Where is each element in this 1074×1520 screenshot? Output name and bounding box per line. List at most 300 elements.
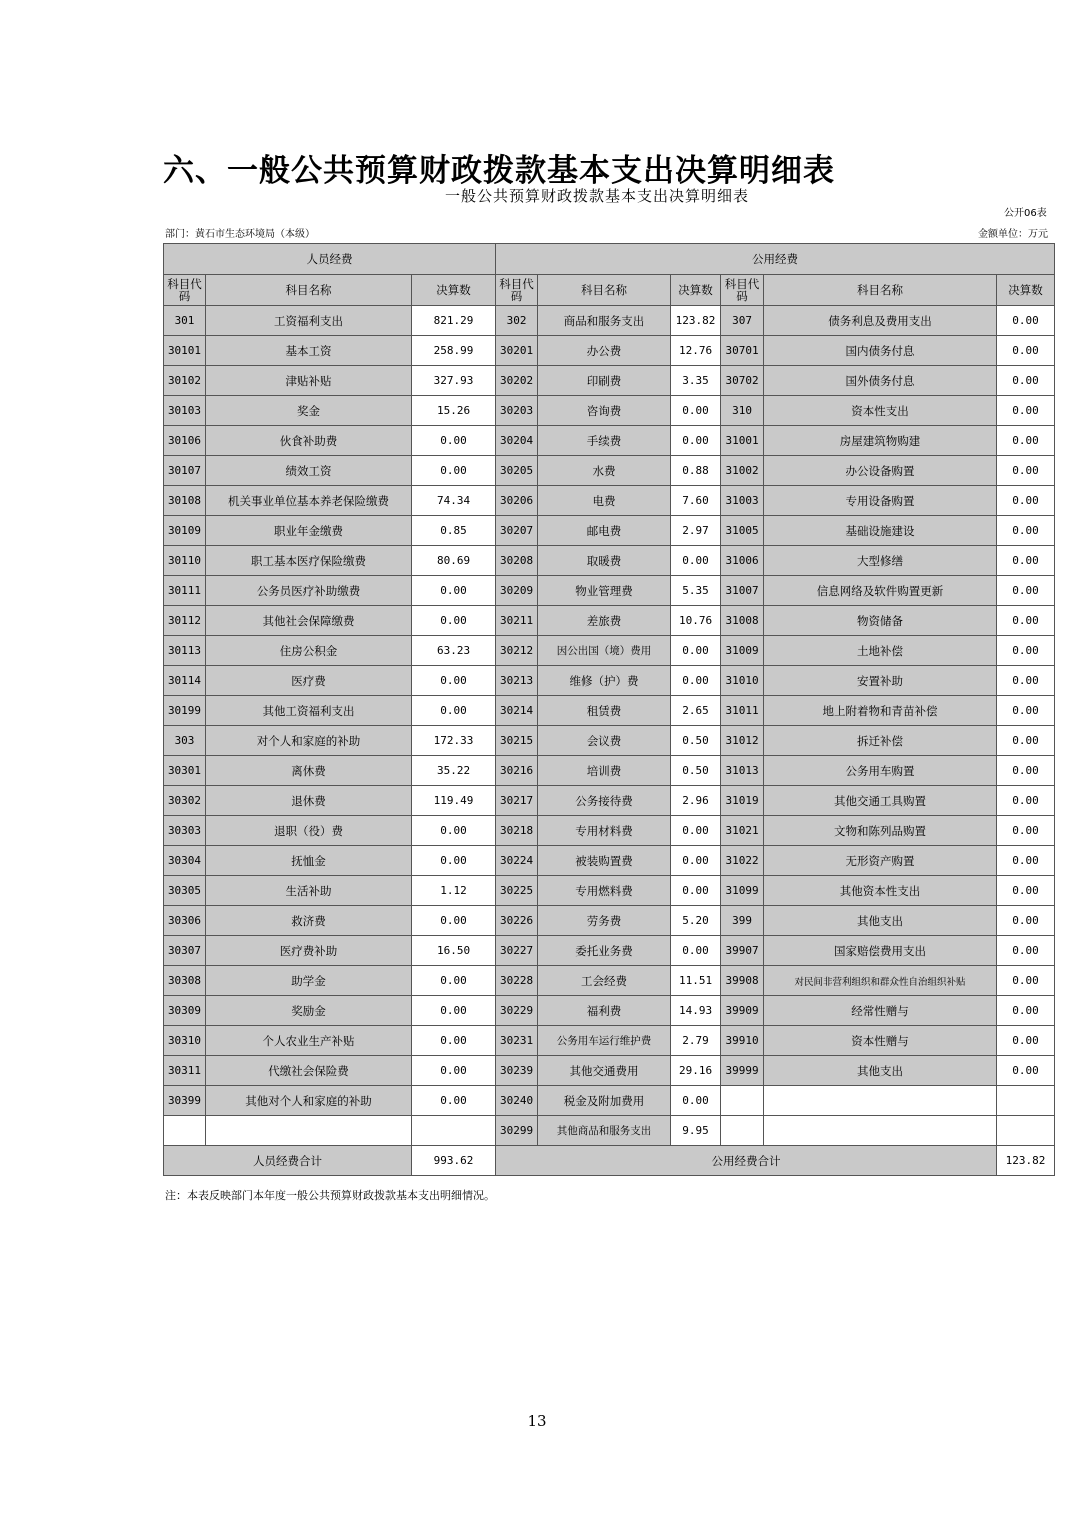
cell-code: 30199 xyxy=(164,696,206,726)
col-header-name: 科目名称 xyxy=(538,275,671,306)
cell-code: 30307 xyxy=(164,936,206,966)
cell-name: 税金及附加费用 xyxy=(538,1086,671,1116)
cell-amount: 0.00 xyxy=(671,846,721,876)
cell-code: 30399 xyxy=(164,1086,206,1116)
total-personnel-label: 人员经费合计 xyxy=(164,1146,412,1176)
cell-amount: 2.97 xyxy=(671,516,721,546)
cell-amount: 11.51 xyxy=(671,966,721,996)
table-row xyxy=(164,726,1055,756)
cell-code: 31012 xyxy=(721,726,764,756)
col-header-code: 科目代码 xyxy=(164,275,206,306)
cell-amount xyxy=(412,1116,496,1146)
cell-name: 其他对个人和家庭的补助 xyxy=(206,1086,412,1116)
cell-amount: 0.00 xyxy=(997,726,1055,756)
cell-amount: 258.99 xyxy=(412,336,496,366)
cell-amount: 0.00 xyxy=(412,816,496,846)
cell-name: 生活补助 xyxy=(206,876,412,906)
cell-name: 会议费 xyxy=(538,726,671,756)
cell-name: 土地补偿 xyxy=(764,636,997,666)
cell-code: 31010 xyxy=(721,666,764,696)
table-row xyxy=(164,936,1055,966)
cell-name: 其他资本性支出 xyxy=(764,876,997,906)
cell-amount: 5.35 xyxy=(671,576,721,606)
cell-amount: 2.96 xyxy=(671,786,721,816)
cell-name: 基本工资 xyxy=(206,336,412,366)
table-row xyxy=(164,636,1055,666)
cell-name: 委托业务费 xyxy=(538,936,671,966)
cell-name: 机关事业单位基本养老保险缴费 xyxy=(206,486,412,516)
cell-amount: 0.00 xyxy=(671,636,721,666)
cell-amount: 0.00 xyxy=(997,696,1055,726)
table-row xyxy=(164,846,1055,876)
table-row xyxy=(164,816,1055,846)
cell-code: 31009 xyxy=(721,636,764,666)
cell-code: 30702 xyxy=(721,366,764,396)
table-row xyxy=(164,606,1055,636)
cell-name: 信息网络及软件购置更新 xyxy=(764,576,997,606)
cell-code: 31011 xyxy=(721,696,764,726)
cell-name: 资本性赠与 xyxy=(764,1026,997,1056)
cell-code: 39910 xyxy=(721,1026,764,1056)
cell-name: 工会经费 xyxy=(538,966,671,996)
cell-name: 医疗费 xyxy=(206,666,412,696)
cell-amount: 0.00 xyxy=(997,996,1055,1026)
cell-amount: 0.00 xyxy=(412,1056,496,1086)
cell-code: 30205 xyxy=(496,456,538,486)
cell-amount: 0.00 xyxy=(412,996,496,1026)
cell-code: 30107 xyxy=(164,456,206,486)
cell-code: 30111 xyxy=(164,576,206,606)
cell-code: 30214 xyxy=(496,696,538,726)
cell-amount: 3.35 xyxy=(671,366,721,396)
cell-name: 其他支出 xyxy=(764,1056,997,1086)
cell-amount: 35.22 xyxy=(412,756,496,786)
cell-name: 办公费 xyxy=(538,336,671,366)
cell-amount: 0.50 xyxy=(671,726,721,756)
cell-amount: 172.33 xyxy=(412,726,496,756)
cell-code: 302 xyxy=(496,306,538,336)
cell-name xyxy=(764,1116,997,1146)
cell-name: 资本性支出 xyxy=(764,396,997,426)
cell-name: 无形资产购置 xyxy=(764,846,997,876)
cell-name: 房屋建筑物购建 xyxy=(764,426,997,456)
cell-amount: 0.00 xyxy=(671,1086,721,1116)
cell-name: 文物和陈列品购置 xyxy=(764,816,997,846)
cell-amount: 0.00 xyxy=(412,846,496,876)
cell-code xyxy=(164,1116,206,1146)
cell-amount: 0.00 xyxy=(997,576,1055,606)
cell-name: 租赁费 xyxy=(538,696,671,726)
cell-name: 对民间非营利组织和群众性自治组织补贴 xyxy=(764,966,997,996)
form-code: 公开06表 xyxy=(1004,208,1047,219)
cell-code: 30299 xyxy=(496,1116,538,1146)
cell-name: 咨询费 xyxy=(538,396,671,426)
cell-amount: 0.00 xyxy=(671,426,721,456)
cell-code: 30109 xyxy=(164,516,206,546)
table-row xyxy=(164,1026,1055,1056)
cell-amount: 15.26 xyxy=(412,396,496,426)
cell-name: 物业管理费 xyxy=(538,576,671,606)
cell-code: 30231 xyxy=(496,1026,538,1056)
cell-amount: 16.50 xyxy=(412,936,496,966)
cell-name: 救济费 xyxy=(206,906,412,936)
cell-code: 31003 xyxy=(721,486,764,516)
cell-amount: 0.88 xyxy=(671,456,721,486)
cell-name: 其他交通工具购置 xyxy=(764,786,997,816)
cell-code: 30304 xyxy=(164,846,206,876)
cell-amount: 0.00 xyxy=(412,966,496,996)
col-header-code: 科目代码 xyxy=(496,275,538,306)
cell-amount: 0.00 xyxy=(997,1026,1055,1056)
table-row xyxy=(164,306,1055,336)
cell-amount: 0.00 xyxy=(412,606,496,636)
cell-amount: 5.20 xyxy=(671,906,721,936)
table-subtitle: 一般公共预算财政拨款基本支出决算明细表 xyxy=(445,187,750,205)
cell-code: 39907 xyxy=(721,936,764,966)
cell-amount: 0.00 xyxy=(412,1026,496,1056)
cell-amount: 0.00 xyxy=(671,396,721,426)
cell-code: 31013 xyxy=(721,756,764,786)
cell-name: 工资福利支出 xyxy=(206,306,412,336)
cell-code: 303 xyxy=(164,726,206,756)
cell-name: 地上附着物和青苗补偿 xyxy=(764,696,997,726)
cell-code: 30212 xyxy=(496,636,538,666)
cell-amount: 119.49 xyxy=(412,786,496,816)
footnote: 注：本表反映部门本年度一般公共预算财政拨款基本支出明细情况。 xyxy=(165,1189,495,1202)
cell-amount: 29.16 xyxy=(671,1056,721,1086)
cell-name: 医疗费补助 xyxy=(206,936,412,966)
cell-name: 离休费 xyxy=(206,756,412,786)
cell-name: 职工基本医疗保险缴费 xyxy=(206,546,412,576)
cell-amount: 0.00 xyxy=(671,816,721,846)
table-row xyxy=(164,426,1055,456)
cell-code: 30114 xyxy=(164,666,206,696)
table-row xyxy=(164,516,1055,546)
cell-code: 39908 xyxy=(721,966,764,996)
cell-code: 30227 xyxy=(496,936,538,966)
cell-name xyxy=(206,1116,412,1146)
table-row xyxy=(164,396,1055,426)
group-header-public: 公用经费 xyxy=(496,244,1055,275)
table-row xyxy=(164,696,1055,726)
cell-amount xyxy=(997,1086,1055,1116)
table-row xyxy=(164,1056,1055,1086)
table-row xyxy=(164,1086,1055,1116)
cell-amount: 0.00 xyxy=(997,936,1055,966)
cell-name: 大型修缮 xyxy=(764,546,997,576)
page-title: 六、一般公共预算财政拨款基本支出决算明细表 xyxy=(163,153,835,189)
cell-name: 被装购置费 xyxy=(538,846,671,876)
cell-amount: 0.00 xyxy=(997,396,1055,426)
cell-amount: 0.00 xyxy=(412,666,496,696)
expenditure-table xyxy=(163,243,1055,1176)
cell-amount: 0.00 xyxy=(997,966,1055,996)
cell-amount: 0.00 xyxy=(997,306,1055,336)
cell-name: 其他交通费用 xyxy=(538,1056,671,1086)
cell-code: 30225 xyxy=(496,876,538,906)
table-row xyxy=(164,336,1055,366)
cell-name: 专用设备购置 xyxy=(764,486,997,516)
cell-name: 伙食补助费 xyxy=(206,426,412,456)
cell-name: 邮电费 xyxy=(538,516,671,546)
cell-code: 30228 xyxy=(496,966,538,996)
cell-name: 差旅费 xyxy=(538,606,671,636)
cell-amount: 2.65 xyxy=(671,696,721,726)
cell-amount: 0.00 xyxy=(412,696,496,726)
cell-amount: 0.00 xyxy=(412,456,496,486)
cell-code: 30202 xyxy=(496,366,538,396)
cell-amount: 12.76 xyxy=(671,336,721,366)
cell-name: 手续费 xyxy=(538,426,671,456)
cell-code: 30216 xyxy=(496,756,538,786)
col-header-amount: 决算数 xyxy=(412,275,496,306)
cell-name: 退职（役）费 xyxy=(206,816,412,846)
cell-amount: 0.00 xyxy=(997,1056,1055,1086)
cell-amount: 1.12 xyxy=(412,876,496,906)
cell-code: 39999 xyxy=(721,1056,764,1086)
table-row xyxy=(164,906,1055,936)
totals-row xyxy=(164,1146,1055,1176)
cell-amount: 0.00 xyxy=(997,636,1055,666)
cell-amount: 0.00 xyxy=(997,516,1055,546)
cell-code: 31006 xyxy=(721,546,764,576)
cell-code: 30204 xyxy=(496,426,538,456)
cell-code: 30229 xyxy=(496,996,538,1026)
cell-amount: 2.79 xyxy=(671,1026,721,1056)
total-public-value: 123.82 xyxy=(997,1146,1055,1176)
cell-amount: 0.00 xyxy=(997,336,1055,366)
cell-name: 对个人和家庭的补助 xyxy=(206,726,412,756)
cell-amount: 0.00 xyxy=(671,666,721,696)
col-header-name: 科目名称 xyxy=(206,275,412,306)
department-label: 部门：黄石市生态环境局（本级） xyxy=(165,229,315,240)
cell-amount: 0.00 xyxy=(997,426,1055,456)
cell-name: 经常性赠与 xyxy=(764,996,997,1026)
cell-code: 30310 xyxy=(164,1026,206,1056)
cell-amount: 14.93 xyxy=(671,996,721,1026)
table-row xyxy=(164,576,1055,606)
col-header-name: 科目名称 xyxy=(764,275,997,306)
cell-code: 31022 xyxy=(721,846,764,876)
cell-code: 30108 xyxy=(164,486,206,516)
unit-label: 金额单位：万元 xyxy=(978,229,1048,240)
cell-amount: 0.00 xyxy=(997,456,1055,486)
group-header-personnel: 人员经费 xyxy=(164,244,496,275)
cell-amount: 0.00 xyxy=(997,756,1055,786)
cell-amount: 0.00 xyxy=(412,1086,496,1116)
cell-code: 31001 xyxy=(721,426,764,456)
cell-code: 30209 xyxy=(496,576,538,606)
cell-name: 拆迁补偿 xyxy=(764,726,997,756)
cell-name: 代缴社会保险费 xyxy=(206,1056,412,1086)
cell-amount: 0.00 xyxy=(997,816,1055,846)
cell-name: 国外债务付息 xyxy=(764,366,997,396)
cell-amount: 0.00 xyxy=(412,576,496,606)
cell-code: 30207 xyxy=(496,516,538,546)
table-row xyxy=(164,1116,1055,1146)
cell-code: 30101 xyxy=(164,336,206,366)
cell-amount xyxy=(997,1116,1055,1146)
cell-name: 个人农业生产补贴 xyxy=(206,1026,412,1056)
cell-code: 30701 xyxy=(721,336,764,366)
cell-code: 30224 xyxy=(496,846,538,876)
page-number: 13 xyxy=(527,1412,547,1430)
cell-name: 其他支出 xyxy=(764,906,997,936)
cell-name: 培训费 xyxy=(538,756,671,786)
cell-name: 公务用车运行维护费 xyxy=(538,1026,671,1056)
cell-name: 抚恤金 xyxy=(206,846,412,876)
cell-name: 因公出国（境）费用 xyxy=(538,636,671,666)
cell-amount: 0.50 xyxy=(671,756,721,786)
cell-amount: 9.95 xyxy=(671,1116,721,1146)
cell-amount: 0.85 xyxy=(412,516,496,546)
cell-code: 30215 xyxy=(496,726,538,756)
cell-code: 31005 xyxy=(721,516,764,546)
cell-name: 专用材料费 xyxy=(538,816,671,846)
cell-name: 绩效工资 xyxy=(206,456,412,486)
cell-name: 公务接待费 xyxy=(538,786,671,816)
col-header-amount: 决算数 xyxy=(997,275,1055,306)
cell-amount: 0.00 xyxy=(997,786,1055,816)
cell-name: 职业年金缴费 xyxy=(206,516,412,546)
cell-amount: 0.00 xyxy=(671,936,721,966)
cell-amount: 0.00 xyxy=(997,486,1055,516)
table-row xyxy=(164,966,1055,996)
cell-amount: 0.00 xyxy=(997,906,1055,936)
cell-code xyxy=(721,1116,764,1146)
cell-code: 31008 xyxy=(721,606,764,636)
table-row xyxy=(164,456,1055,486)
cell-amount: 123.82 xyxy=(671,306,721,336)
cell-name: 办公设备购置 xyxy=(764,456,997,486)
cell-code: 30308 xyxy=(164,966,206,996)
cell-code: 30303 xyxy=(164,816,206,846)
table-row xyxy=(164,486,1055,516)
cell-name: 公务员医疗补助缴费 xyxy=(206,576,412,606)
total-public-label: 公用经费合计 xyxy=(496,1146,997,1176)
table-row xyxy=(164,666,1055,696)
table-row xyxy=(164,366,1055,396)
cell-code: 30218 xyxy=(496,816,538,846)
cell-code: 30211 xyxy=(496,606,538,636)
cell-name: 商品和服务支出 xyxy=(538,306,671,336)
cell-name: 住房公积金 xyxy=(206,636,412,666)
cell-code: 30208 xyxy=(496,546,538,576)
cell-code: 30217 xyxy=(496,786,538,816)
cell-code: 31021 xyxy=(721,816,764,846)
cell-name: 津贴补贴 xyxy=(206,366,412,396)
cell-code: 30226 xyxy=(496,906,538,936)
total-personnel-value: 993.62 xyxy=(412,1146,496,1176)
cell-name: 奖励金 xyxy=(206,996,412,1026)
cell-code: 307 xyxy=(721,306,764,336)
cell-amount: 80.69 xyxy=(412,546,496,576)
cell-code: 30106 xyxy=(164,426,206,456)
cell-name: 退休费 xyxy=(206,786,412,816)
cell-amount: 0.00 xyxy=(997,876,1055,906)
cell-name: 基础设施建设 xyxy=(764,516,997,546)
cell-code: 301 xyxy=(164,306,206,336)
cell-name: 其他社会保障缴费 xyxy=(206,606,412,636)
cell-code: 30309 xyxy=(164,996,206,1026)
cell-amount: 10.76 xyxy=(671,606,721,636)
cell-name: 电费 xyxy=(538,486,671,516)
cell-code: 30213 xyxy=(496,666,538,696)
cell-amount: 0.00 xyxy=(412,906,496,936)
cell-code: 30203 xyxy=(496,396,538,426)
cell-code: 30306 xyxy=(164,906,206,936)
cell-amount: 821.29 xyxy=(412,306,496,336)
cell-code xyxy=(721,1086,764,1116)
cell-name: 国家赔偿费用支出 xyxy=(764,936,997,966)
cell-code: 30110 xyxy=(164,546,206,576)
cell-code: 30305 xyxy=(164,876,206,906)
cell-code: 30201 xyxy=(496,336,538,366)
cell-code: 30311 xyxy=(164,1056,206,1086)
cell-code: 399 xyxy=(721,906,764,936)
table-row xyxy=(164,876,1055,906)
cell-name: 其他商品和服务支出 xyxy=(538,1116,671,1146)
cell-amount: 0.00 xyxy=(997,366,1055,396)
cell-name: 专用燃料费 xyxy=(538,876,671,906)
cell-code: 30206 xyxy=(496,486,538,516)
cell-code: 31002 xyxy=(721,456,764,486)
cell-name: 物资储备 xyxy=(764,606,997,636)
cell-name: 取暖费 xyxy=(538,546,671,576)
cell-code: 30112 xyxy=(164,606,206,636)
cell-name: 其他工资福利支出 xyxy=(206,696,412,726)
cell-amount: 0.00 xyxy=(671,876,721,906)
cell-amount: 63.23 xyxy=(412,636,496,666)
cell-code: 30302 xyxy=(164,786,206,816)
cell-code: 30239 xyxy=(496,1056,538,1086)
table-row xyxy=(164,786,1055,816)
cell-name: 国内债务付息 xyxy=(764,336,997,366)
cell-name: 印刷费 xyxy=(538,366,671,396)
table-row xyxy=(164,756,1055,786)
cell-name xyxy=(764,1086,997,1116)
cell-code: 30113 xyxy=(164,636,206,666)
col-header-amount: 决算数 xyxy=(671,275,721,306)
cell-amount: 0.00 xyxy=(671,546,721,576)
cell-name: 安置补助 xyxy=(764,666,997,696)
cell-amount: 0.00 xyxy=(412,426,496,456)
cell-code: 30301 xyxy=(164,756,206,786)
cell-name: 助学金 xyxy=(206,966,412,996)
col-header-code: 科目代码 xyxy=(721,275,764,306)
cell-amount: 327.93 xyxy=(412,366,496,396)
cell-name: 水费 xyxy=(538,456,671,486)
cell-amount: 0.00 xyxy=(997,606,1055,636)
cell-code: 30103 xyxy=(164,396,206,426)
cell-name: 债务利息及费用支出 xyxy=(764,306,997,336)
cell-amount: 0.00 xyxy=(997,546,1055,576)
cell-code: 30102 xyxy=(164,366,206,396)
cell-amount: 0.00 xyxy=(997,666,1055,696)
table-row xyxy=(164,546,1055,576)
cell-amount: 0.00 xyxy=(997,846,1055,876)
cell-name: 维修（护）费 xyxy=(538,666,671,696)
cell-code: 39909 xyxy=(721,996,764,1026)
cell-amount: 7.60 xyxy=(671,486,721,516)
cell-name: 劳务费 xyxy=(538,906,671,936)
cell-code: 310 xyxy=(721,396,764,426)
cell-amount: 74.34 xyxy=(412,486,496,516)
cell-name: 公务用车购置 xyxy=(764,756,997,786)
cell-code: 30240 xyxy=(496,1086,538,1116)
cell-code: 31019 xyxy=(721,786,764,816)
cell-name: 福利费 xyxy=(538,996,671,1026)
